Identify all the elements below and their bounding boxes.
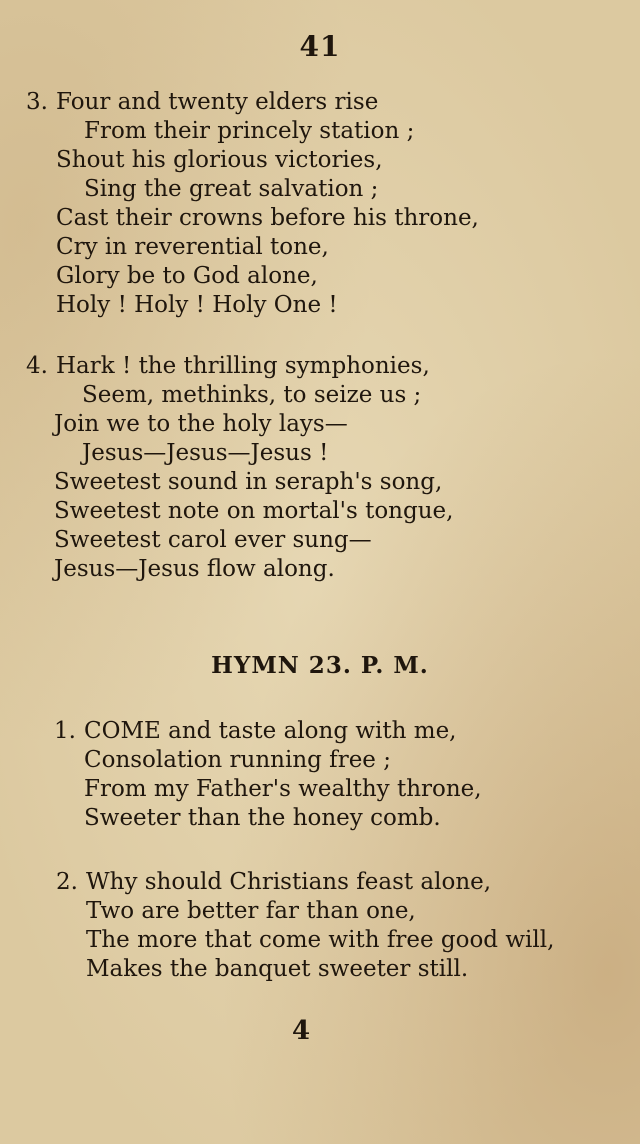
verse-line: [0, 804, 640, 833]
verse-line: [0, 926, 640, 955]
verse-text: Glory be to God alone,: [56, 263, 318, 289]
verse-text: Makes the banquet sweeter still.: [86, 956, 469, 982]
verse-text: Sing the great salvation ;: [84, 176, 379, 202]
verse-line: [0, 868, 640, 897]
verse-text: Sweetest carol ever sung—: [54, 527, 372, 553]
verse-text: Seem, methinks, to seize us ;: [82, 382, 422, 408]
verse-line: [0, 410, 640, 439]
stanza-number: 3.: [26, 89, 48, 115]
verse-line: [0, 555, 640, 584]
verse-text: Jesus—Jesus—Jesus !: [82, 440, 329, 466]
verse-line: [0, 175, 640, 204]
verse-text: Sweeter than the honey comb.: [84, 805, 441, 831]
verse-line: [0, 775, 640, 804]
verse-line: [0, 381, 640, 410]
verse-text: Hark ! the thrilling symphonies,: [56, 353, 430, 379]
verse-text: Join we to the holy lays—: [54, 411, 348, 437]
hymn-23-stanza-1: [0, 717, 640, 833]
verse-text: Sweetest sound in seraph's song,: [54, 469, 443, 495]
verse-text: Why should Christians feast alone,: [86, 869, 492, 895]
verse-text: Shout his glorious victories,: [56, 147, 383, 173]
verse-line: [0, 955, 640, 984]
verse-text: Cry in reverential tone,: [56, 234, 329, 260]
verse-text: Consolation running free ;: [84, 747, 391, 773]
verse-text: From my Father's wealthy throne,: [84, 776, 482, 802]
verse-line: [0, 526, 640, 555]
signature-mark: 4: [292, 1016, 311, 1046]
verse-line: [0, 352, 640, 381]
verse-line: [0, 117, 640, 146]
page-number: 41: [299, 30, 341, 63]
verse-line: [0, 146, 640, 175]
verse-text: Cast their crowns before his throne,: [56, 205, 479, 231]
verse-text: Two are better far than one,: [86, 898, 416, 924]
verse-text: The more that come with free good will,: [86, 927, 555, 953]
stanza-3: [0, 88, 640, 320]
verse-line: [0, 88, 640, 117]
verse-text: Holy ! Holy ! Holy One !: [56, 292, 338, 318]
verse-line: [0, 204, 640, 233]
verse-line: [0, 439, 640, 468]
verse-line: [0, 897, 640, 926]
verse-text: Four and twenty elders rise: [56, 89, 379, 115]
stanza-4: [0, 352, 640, 584]
verse-line: [0, 497, 640, 526]
verse-text: Sweetest note on mortal's tongue,: [54, 498, 454, 524]
verse-line: [0, 262, 640, 291]
verse-text: From their princely station ;: [84, 118, 415, 144]
hymn-23-stanza-2: [0, 868, 640, 984]
verse-line: [0, 468, 640, 497]
stanza-number: 1.: [54, 718, 76, 744]
verse-text: Jesus—Jesus flow along.: [54, 556, 335, 582]
stanza-number: 2.: [56, 869, 78, 895]
verse-line: [0, 717, 640, 746]
verse-text: COME and taste along with me,: [84, 718, 457, 744]
verse-line: [0, 233, 640, 262]
hymn-title: HYMN 23. P. M.: [211, 652, 429, 679]
verse-line: [0, 746, 640, 775]
stanza-number: 4.: [26, 353, 48, 379]
verse-line: [0, 291, 640, 320]
